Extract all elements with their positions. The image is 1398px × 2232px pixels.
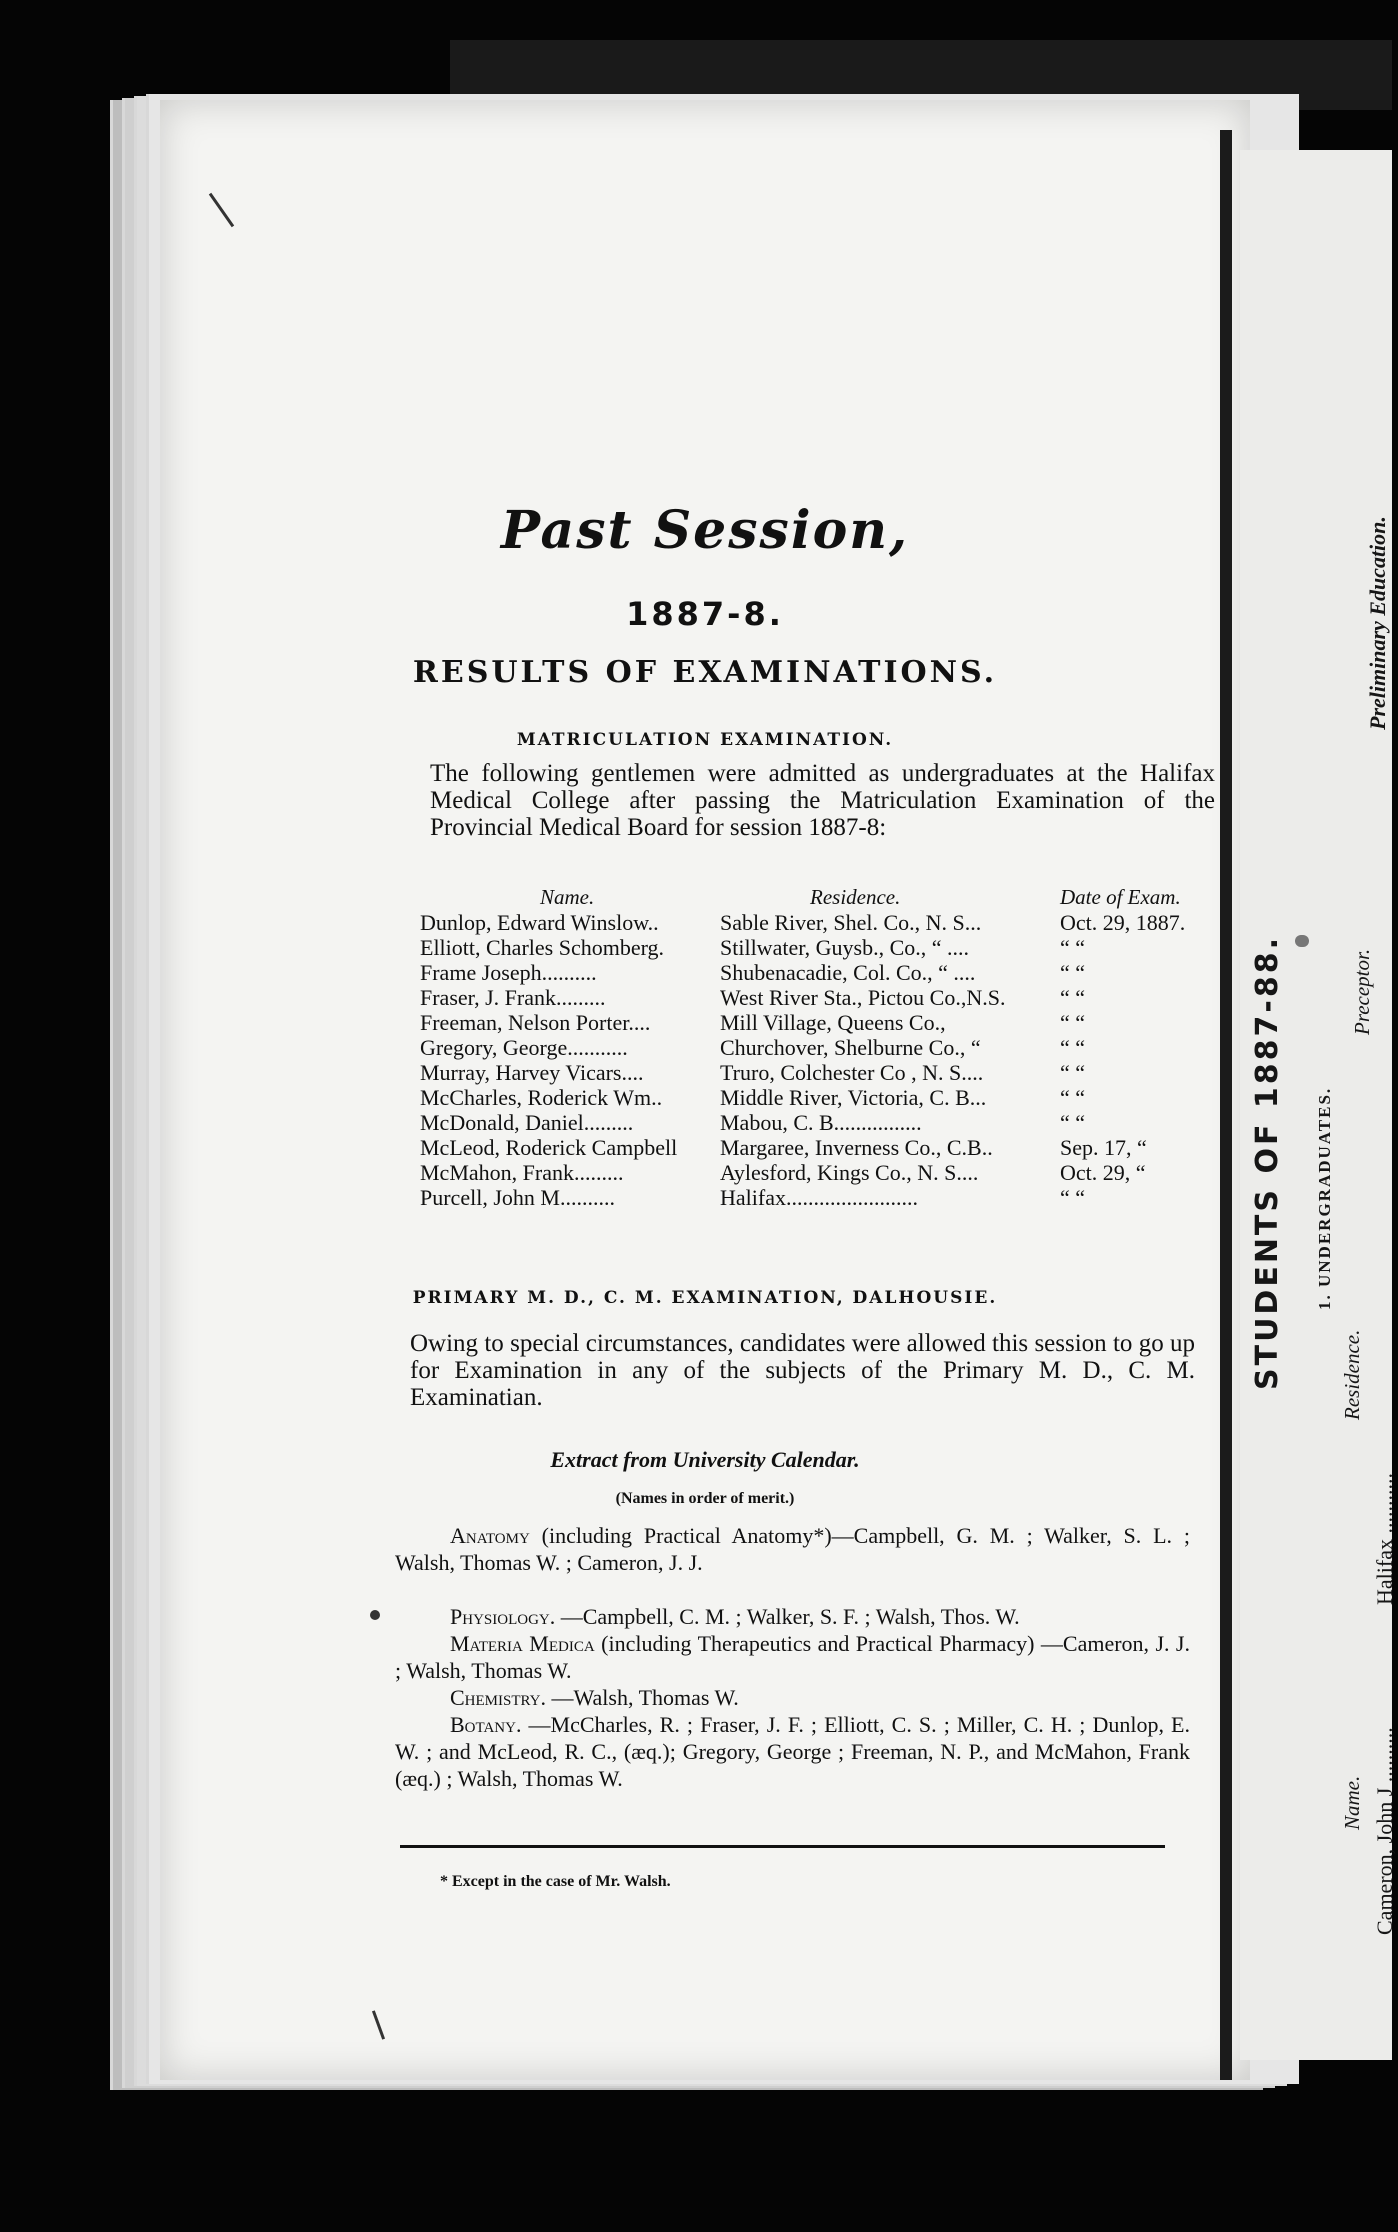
subject-name: Chemistry.	[450, 1685, 547, 1710]
subject-materia-medica	[395, 1630, 1190, 1684]
student-residence: Mabou, C. B................	[720, 1110, 922, 1135]
table-row	[420, 960, 1215, 985]
student-name: McCharles, Roderick Wm..	[420, 1085, 663, 1110]
subject-results: —Campbell, C. M. ; Walker, S. F. ; Walsh, Thos. W.	[560, 1604, 1020, 1629]
student-residence: Margaree, Inverness Co., C.B..	[720, 1135, 993, 1160]
table-row	[420, 1085, 1215, 1110]
scan-blemish	[370, 1610, 380, 1620]
right-column-preliminary: Preliminary Education.	[1365, 516, 1390, 730]
right-column-residence: Residence.	[1340, 1329, 1364, 1420]
matriculation-intro: The following gentlemen were admitted as undergraduates at the Halifax Medical College after passing the Matriculation Examination of the Provincial Medical Board for session 1887-8:	[430, 760, 1215, 841]
right-row-residence: Halifax ...........	[1372, 1473, 1397, 1605]
student-residence: Mill Village, Queens Co.,	[720, 1010, 946, 1035]
merit-note: (Names in order of merit.)	[615, 1490, 795, 1507]
page-title: Past Session,	[500, 500, 910, 561]
primary-exam-heading: PRIMARY M. D., C. M. EXAMINATION, DALHOUSIE.	[412, 1288, 998, 1308]
exam-date: Oct. 29, 1887.	[1060, 910, 1186, 935]
subject-results: —McCharles, R. ; Fraser, J. F. ; Elliott, C. S. ; Miller, C. H. ; Dunlop, E. W. ; and McLeod, R. C., (æq.); Gregory, George ; Freeman, N. P., and McMahon, Frank (æq.) ; Walsh, Thomas W.	[395, 1712, 1190, 1791]
book-gutter	[1220, 130, 1232, 2080]
exam-date: Oct. 29, “	[1060, 1160, 1146, 1185]
student-residence: Stillwater, Guysb., Co., “ ....	[720, 935, 970, 960]
student-residence: West River Sta., Pictou Co.,N.S.	[720, 985, 1006, 1010]
table-row	[420, 1010, 1215, 1035]
student-residence: Truro, Colchester Co , N. S....	[720, 1060, 984, 1085]
student-name: Dunlop, Edward Winslow..	[420, 910, 659, 935]
subject-name: Materia Medica	[450, 1631, 595, 1656]
student-name: Elliott, Charles Schomberg.	[420, 935, 665, 960]
table-row	[420, 985, 1215, 1010]
results-heading: RESULTS OF EXAMINATIONS.	[412, 655, 998, 690]
column-header-date: Date of Exam.	[1060, 885, 1181, 909]
exam-date: “ “	[1060, 960, 1086, 985]
extract-heading: Extract from University Calendar.	[550, 1447, 860, 1472]
student-residence: Aylesford, Kings Co., N. S....	[720, 1160, 979, 1185]
student-name: Frame Joseph..........	[420, 960, 597, 985]
table-row	[420, 1035, 1215, 1060]
exam-date: Sep. 17, “	[1060, 1135, 1147, 1160]
right-page-section: 1. UNDERGRADUATES.	[1315, 1086, 1334, 1310]
table-row	[420, 1110, 1215, 1135]
right-column-preceptor: Preceptor.	[1350, 948, 1374, 1035]
exam-date: “ “	[1060, 1060, 1086, 1085]
exam-date: “ “	[1060, 1185, 1086, 1210]
column-header-name: Name.	[540, 885, 595, 909]
session-year: 1887-8.	[626, 595, 784, 633]
subject-botany	[395, 1711, 1190, 1792]
student-residence: Middle River, Victoria, C. B...	[720, 1085, 987, 1110]
exam-date: “ “	[1060, 1010, 1086, 1035]
table-column-headers	[420, 885, 1220, 909]
student-name: Purcell, John M..........	[420, 1185, 615, 1210]
student-residence: Shubenacadie, Col. Co., “ ....	[720, 960, 976, 985]
table-row	[420, 1060, 1215, 1085]
student-name: Murray, Harvey Vicars....	[420, 1060, 644, 1085]
student-name: Gregory, George...........	[420, 1035, 628, 1060]
footnote-rule	[400, 1845, 1165, 1848]
subject-physiology	[395, 1603, 1190, 1630]
footnote: * Except in the case of Mr. Walsh.	[440, 1873, 671, 1890]
table-row	[420, 1185, 1215, 1210]
student-name: Fraser, J. Frank.........	[420, 985, 606, 1010]
primary-exam-intro: Owing to special circumstances, candidates were allowed this session to go up for Examination in any of the subjects of the Primary M. D., C. M. Examinatian.	[410, 1330, 1195, 1411]
right-page-title: STUDENTS OF 1887-88.	[1250, 935, 1285, 1390]
exam-date: “ “	[1060, 985, 1086, 1010]
table-row	[420, 935, 1215, 960]
subject-name: Botany.	[450, 1712, 522, 1737]
exam-date: “ “	[1060, 1035, 1086, 1060]
subject-results: (including Practical Anatomy*)—Campbell, G. M. ; Walker, S. L. ; Walsh, Thomas W. ; Cameron, J. J.	[395, 1523, 1190, 1575]
table-row	[420, 1160, 1215, 1185]
subject-results: (including Therapeutics and Practical Pharmacy) —Cameron, J. J. ; Walsh, Thomas W.	[395, 1631, 1190, 1683]
subject-results: —Walsh, Thomas W.	[551, 1685, 739, 1710]
exam-date: “ “	[1060, 1110, 1086, 1135]
student-name: McMahon, Frank.........	[420, 1160, 624, 1185]
subject-anatomy	[395, 1522, 1190, 1576]
table-row	[420, 1135, 1215, 1160]
column-header-residence: Residence.	[810, 885, 901, 909]
student-residence: Halifax........................	[720, 1185, 918, 1210]
exam-date: “ “	[1060, 935, 1086, 960]
subject-name: Anatomy	[450, 1523, 530, 1548]
scan-blemish	[1295, 935, 1309, 947]
subject-chemistry	[395, 1684, 1190, 1711]
subject-name: Physiology.	[450, 1604, 556, 1629]
student-name: McDonald, Daniel.........	[420, 1110, 634, 1135]
right-row-name: Cameron, John J ..........	[1372, 1727, 1397, 1935]
table-row	[420, 910, 1215, 935]
student-name: McLeod, Roderick Campbell	[420, 1135, 678, 1160]
exam-date: “ “	[1060, 1085, 1086, 1110]
student-residence: Sable River, Shel. Co., N. S...	[720, 910, 982, 935]
matriculation-heading: MATRICULATION EXAMINATION.	[516, 730, 894, 750]
right-column-name: Name.	[1340, 1775, 1364, 1830]
student-residence: Churchover, Shelburne Co., “	[720, 1035, 981, 1060]
student-name: Freeman, Nelson Porter....	[420, 1010, 651, 1035]
